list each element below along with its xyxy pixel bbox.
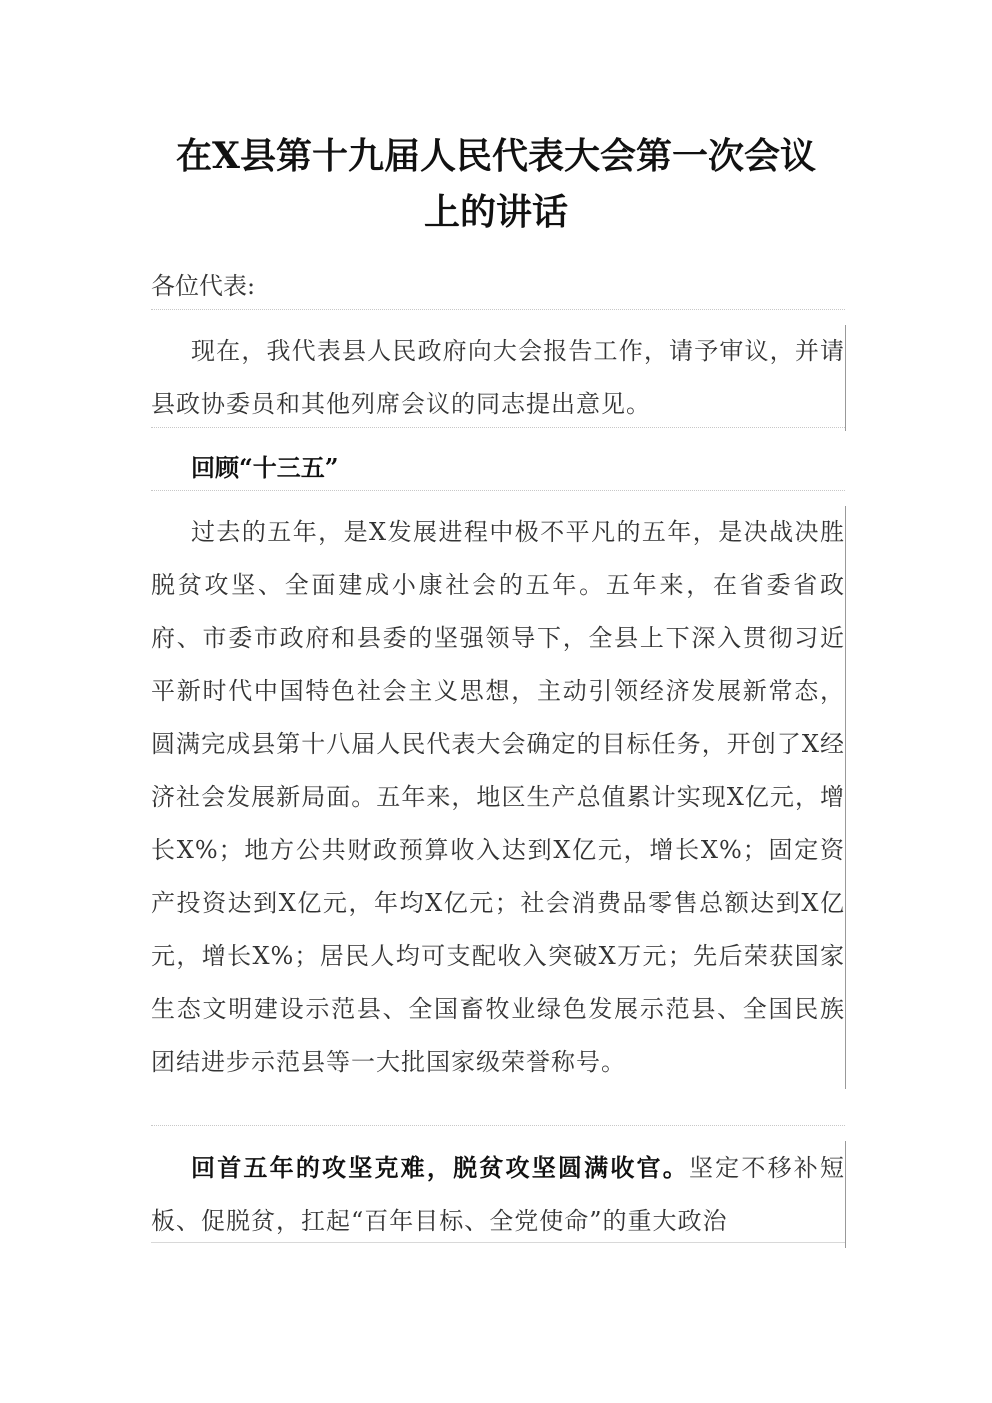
document-title-line2: 上的讲话 <box>423 191 568 233</box>
divider <box>151 1125 845 1126</box>
paragraph-poverty <box>151 1141 846 1248</box>
salutation: 各位代表: <box>151 272 256 300</box>
paragraph-body: 坚定不移补短板、促脱贫，扛起“百年目标、全党使命”的重大政治 <box>151 1154 846 1235</box>
paragraph-intro: 现在，我代表县人民政府向大会报告工作，请予审议，并请县政协委员和其他列席会议的同志提出意见。 <box>151 325 846 431</box>
paragraph-lead-bold: 回首五年的攻坚克难，脱贫攻坚圆满收官。 <box>191 1153 689 1182</box>
section-heading: 回顾“十三五” <box>191 453 339 482</box>
document-title <box>100 128 892 240</box>
divider <box>151 309 845 310</box>
divider <box>151 490 845 491</box>
page-bottom-rule <box>151 1242 845 1243</box>
document-title-line1: 在X县第十九届人民代表大会第一次会议 <box>176 135 816 177</box>
paragraph-review: 过去的五年，是X发展进程中极不平凡的五年，是决战决胜脱贫攻坚、全面建成小康社会的五年。五年来，在省委省政府、市委市政府和县委的坚强领导下，全县上下深入贯彻习近平新时代中国特色社会主义思想，主动引领经济发展新常态，圆满完成县第十八届人民代表大会确定的目标任务，开创了X经济社会发展新局面。五年来，地区生产总值累计实现X亿元，增长X%；地方公共财政预算收入达到X亿元，增长X%；固定资产投资达到X亿元，年均X亿元；社会消费品零售总额达到X亿元，增长X%；居民人均可支配收入突破X万元；先后荣获国家生态文明建设示范县、全国畜牧业绿色发展示范县、全国民族团结进步示范县等一大批国家级荣誉称号。 <box>151 506 846 1089</box>
divider <box>151 427 845 428</box>
